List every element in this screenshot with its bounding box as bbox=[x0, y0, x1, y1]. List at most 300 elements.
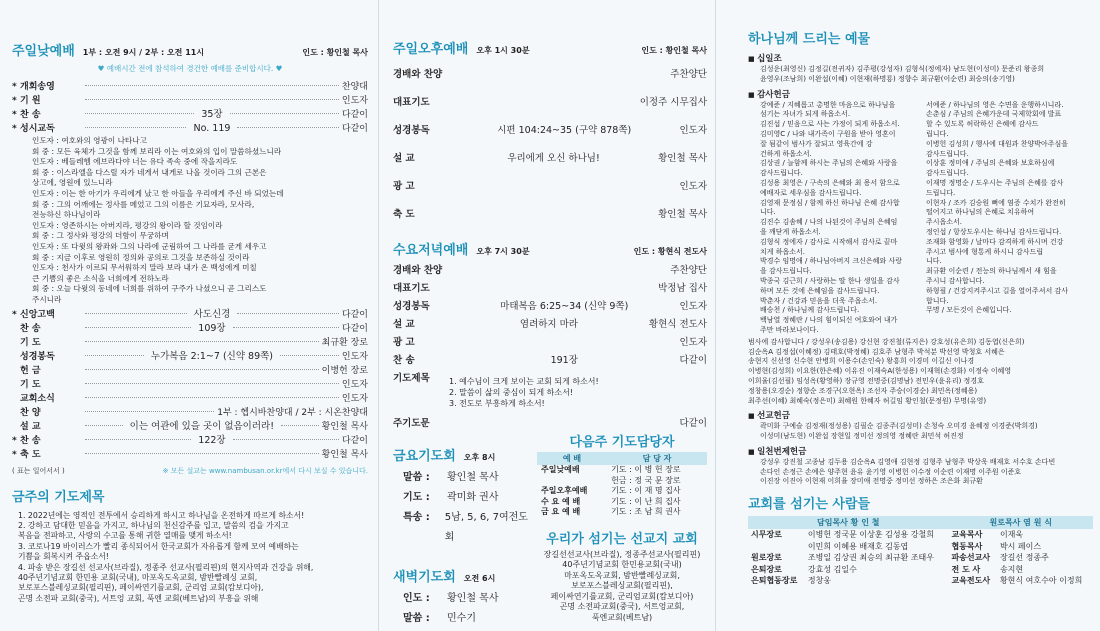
responsive-line: 상고에, 영원에 있느니라 bbox=[32, 178, 113, 188]
prayer-item: 복음을 전파하고, 사랑의 수고를 통해 귀한 열매를 맺게 하소서! bbox=[18, 531, 232, 541]
order-label: 축 도 bbox=[20, 449, 41, 460]
leader-dots bbox=[233, 439, 339, 440]
responsive-line: 인도자 : 이는 한 아기가 우리에게 났고 한 아들을 우리에게 주신 바 되었는데 bbox=[32, 188, 284, 198]
bottom-area bbox=[393, 435, 707, 629]
wed-prayer-item: 1. 예수님이 크게 보이는 교회 되게 하소서! bbox=[449, 377, 599, 386]
staff-names: 이재욱 bbox=[999, 530, 1024, 540]
mission-title: 우리가 섬기는 선교지 교회 bbox=[546, 531, 698, 547]
order-row bbox=[12, 406, 368, 420]
service-label: 설 교 bbox=[393, 319, 415, 330]
order-row bbox=[12, 308, 368, 322]
mission-offering-heading: ■ 선교헌금 bbox=[748, 409, 1092, 421]
service-row bbox=[393, 334, 707, 352]
mission-church: 장길선선교사(브라질), 정종주선교사(필리핀) bbox=[543, 549, 701, 559]
duty-row bbox=[537, 486, 707, 497]
responsive-line: 회 중 : 모든 육체가 그것을 함께 보리라 이는 여호와의 입이 말씀하셨느니라 bbox=[32, 146, 282, 156]
dawn-title: 새벽기도회 bbox=[393, 570, 456, 585]
service-label: 성경봉독 bbox=[393, 301, 430, 312]
responsive-line: 인도자 : 여호와의 영광이 나타나고 bbox=[32, 136, 147, 145]
thanks-line: 이병헌 김성희 / 행사에 대원과 찬양박아주심을 bbox=[926, 139, 1068, 148]
order-leader: 인도자 bbox=[341, 379, 368, 390]
service-label: 대표기도 bbox=[393, 97, 430, 108]
service-leader: 황인철 목사 bbox=[658, 153, 707, 164]
responsive-line: 회 중 : 지금 이후로 영원히 정의와 공의로 그것을 보존하실 것이라 bbox=[32, 252, 250, 262]
prayer-item: 3. 코로나19 바이러스가 빨리 종식되어서 한국교회가 자유롭게 함께 모여 예배하는 bbox=[18, 541, 299, 551]
prayer-list bbox=[12, 511, 368, 605]
thanks-right bbox=[926, 101, 1092, 336]
thanks-line: 박종국 김근희 / 사랑하는 딸 한나 생일을 감사 bbox=[760, 276, 900, 285]
sunday-pm-leader: 인도 : 황인철 목사 bbox=[641, 46, 707, 55]
leader-dots bbox=[85, 453, 319, 454]
staff-names: 정창웅 bbox=[807, 576, 832, 586]
order-content: 사도신경 bbox=[193, 308, 231, 320]
info-value: 곽미화 권사 bbox=[447, 492, 499, 503]
dawn-time: 오전 6시 bbox=[463, 574, 496, 583]
thanks-line: 조재화 함영화 / 날마다 감격하게 하시며 건강 bbox=[926, 237, 1064, 246]
order-content: 이는 여관에 있을 곳이 없음이러라! bbox=[129, 420, 275, 432]
prayer-item: 2. 강하고 담대한 믿음을 가지고, 하나님의 천신감주를 입고, 말씀의 검을 가지고 bbox=[18, 520, 289, 530]
order-row bbox=[12, 434, 368, 448]
order-row bbox=[12, 322, 368, 336]
tithe-list bbox=[748, 65, 1092, 85]
leader-dots bbox=[85, 439, 191, 440]
order-row bbox=[12, 392, 368, 406]
service-row bbox=[393, 298, 707, 316]
thanks-line: 배승천 / 하나님께 감사드립니다. bbox=[760, 306, 860, 315]
wed-prayer-item: 3. 전도로 부흥하게 하소서! bbox=[449, 399, 545, 408]
order-label: 교회소식 bbox=[20, 393, 55, 404]
sunday-order-2 bbox=[12, 308, 368, 462]
thanks-line: 을 감사드립니다. bbox=[760, 267, 812, 276]
order-label: 찬 송 bbox=[20, 435, 41, 446]
mission-church: 40주년기념교회 한민용교회(국내) bbox=[562, 560, 682, 569]
thanks-group-line: 정창용(오경순) 정향순 조경구(오현옥) 조선자 주승(이경순) 최민옥(정혜용) bbox=[748, 386, 978, 395]
order-label: 헌 금 bbox=[20, 365, 41, 376]
staff-role: 은퇴장로 bbox=[751, 564, 782, 574]
prayer-item: 기쁨을 회복시켜 주옵소서! bbox=[18, 552, 109, 562]
order-leader: 1부 : 헵시바찬양대 / 2부 : 시온찬양대 bbox=[217, 407, 368, 418]
leader-dots bbox=[281, 425, 319, 426]
thousand-line: 손다인 손정근 손예은 양주현 윤유 윤기영 이병헌 이수정 이순련 이재명 이주원 이준호 bbox=[760, 467, 1022, 476]
info-label: 인도 : bbox=[403, 593, 430, 604]
service-leader: 이정주 시무집사 bbox=[639, 97, 707, 108]
staff-role: 원로장로 bbox=[751, 553, 782, 563]
thanks-line: 이재명 정명순 / 도우시는 주님의 은혜를 감사 bbox=[926, 178, 1064, 187]
offering-title: 하나님께 드리는 예물 bbox=[748, 32, 871, 47]
thanks-line: 서예준 / 하나님의 영은 수면을 운행하시니라. bbox=[926, 100, 1064, 109]
sermon-url-note: ※ 모든 설교는 www.nambusan.or.kr에서 다시 보실 수 있습니다. bbox=[162, 466, 368, 475]
dawn-header bbox=[393, 566, 533, 585]
stand-note: ( 표는 일어서서 ) bbox=[12, 466, 65, 475]
staff-role: 교육전도사 bbox=[951, 576, 991, 586]
order-star: * bbox=[12, 110, 17, 120]
responsive-line: 인도자 : 또 다윗의 왕좌와 그의 나라에 군림하여 그 나라를 굳게 세우고 bbox=[32, 241, 267, 251]
wed-prayer-item: 2. 말씀이 삶의 중심이 되게 하소서! bbox=[449, 388, 574, 397]
thanks-line: 니다. bbox=[926, 257, 942, 266]
service-row bbox=[393, 280, 707, 298]
order-label: 신앙고백 bbox=[20, 309, 55, 320]
service-leader: 황인철 목사 bbox=[658, 209, 707, 220]
thanks-line: 니다. bbox=[760, 208, 776, 217]
mission-church: 곤명 소전파교회(중국), 서트엉교회, bbox=[559, 602, 685, 611]
thanks-left bbox=[760, 101, 926, 336]
service-content: 염려하지 마라 bbox=[519, 319, 578, 330]
prayer-item: 1. 2022년에는 영적인 전투에서 승리하게 하시고 하나님을 온전하게 따르게 하소서! bbox=[18, 510, 305, 520]
sunday-pm-order bbox=[393, 61, 707, 229]
thanks-line: 강예준 / 지혜롭고 총명한 마음으로 하나님을 bbox=[760, 100, 896, 109]
friday-header bbox=[393, 445, 533, 464]
sunday-header bbox=[12, 40, 368, 59]
thanks-line: 손춘심 / 주님의 은혜가운데 국제학회에 발표 bbox=[926, 110, 1062, 119]
thanks-group bbox=[748, 338, 1092, 407]
thanks-group-line: 이희율(김선필) 임성옥(황영하) 장규영 전명중(김명남) 전민우(윤유리) 정경호 bbox=[748, 376, 984, 385]
order-leader: 인도자 bbox=[341, 96, 368, 106]
staff-names: 박시 페이스 bbox=[999, 541, 1042, 551]
sunday-pm-time: 오후 1시 30분 bbox=[476, 46, 530, 55]
order-label: 성시교독 bbox=[20, 124, 55, 134]
order-star: * bbox=[12, 449, 17, 460]
order-star: * bbox=[12, 82, 17, 92]
order-leader: 다같이 bbox=[341, 124, 368, 134]
prayer-title: 금주의 기도제목 bbox=[12, 489, 105, 505]
mission-offering-list bbox=[748, 422, 1092, 442]
duty-service: 주일낮예배 bbox=[541, 465, 580, 474]
prayer-meetings bbox=[393, 445, 533, 629]
leader-dots bbox=[85, 411, 214, 412]
order-row bbox=[12, 364, 368, 378]
mission-church: 보로포스블레싱교회(필리핀), bbox=[571, 581, 673, 590]
thanks-line: 주시고 범사에 형통케 하시니 감사드립 bbox=[926, 247, 1044, 256]
service-row bbox=[393, 117, 707, 145]
thousand-line: 이진장 이진아 이현재 이희율 장미애 전명중 정미선 정하은 조은화 최규환 bbox=[760, 477, 983, 486]
responsive-line: 큰 기쁨의 좋은 소식을 너희에게 전하노라 bbox=[32, 273, 169, 283]
order-leader: 인도자 bbox=[341, 393, 368, 404]
order-leader: 황인철 목사 bbox=[321, 421, 368, 432]
order-star: * bbox=[12, 309, 17, 320]
service-leader: 인도자 bbox=[679, 337, 707, 348]
service-label: 광 고 bbox=[393, 337, 415, 348]
info-row bbox=[403, 468, 533, 488]
sunday-title: 주일낮예배 bbox=[12, 44, 75, 59]
thanks-line: 주시옵소서. bbox=[926, 218, 963, 227]
leader-dots bbox=[233, 327, 339, 328]
order-row bbox=[12, 336, 368, 350]
staff-role: 협동목사 bbox=[951, 541, 983, 551]
thanks-line: 최규환 이순련 / 전능의 하나님께서 새 힘을 bbox=[926, 267, 1057, 276]
staff-row bbox=[748, 552, 1093, 564]
info-label: 기도 : bbox=[403, 492, 430, 503]
order-row bbox=[12, 108, 368, 122]
info-label: 말씀 : bbox=[403, 613, 430, 624]
duty-title: 다음주 기도담당자 bbox=[569, 435, 675, 450]
order-content: 122장 bbox=[198, 434, 226, 446]
mission-church: 푹엔교회(베트남) bbox=[591, 612, 653, 622]
service-leader: 주찬양단 bbox=[670, 69, 707, 80]
duty-service bbox=[537, 476, 607, 487]
mission-offer-line: 곽미화 구예슬 김정재(정성용) 김필순 김종주(김성미) 손청숙 오미경 윤혜정 이경준(박희경) bbox=[760, 422, 1038, 431]
order-label: 찬 송 bbox=[20, 323, 41, 334]
leader-dots bbox=[85, 341, 319, 342]
leader-dots bbox=[85, 99, 339, 100]
order-row bbox=[12, 448, 368, 462]
order-label: 찬 양 bbox=[20, 407, 41, 418]
duty-person: 기도 : 이 난 희 집사 bbox=[611, 496, 681, 506]
wed-leader: 인도 : 황현식 전도사 bbox=[633, 247, 707, 256]
staff-names: 송지현 bbox=[999, 564, 1024, 574]
thanks-line: 잘 됨같이 범사가 잘되고 영육간에 강 bbox=[760, 139, 873, 148]
thanks-line: 김영재 문정심 / 함께 하신 하나님 은혜 감사합 bbox=[760, 198, 900, 207]
tithe-line: 윤영우(조남희) 이완섭(이혜) 이현재(하명룡) 정향수 최규환(이순련) 최승의(송기영) bbox=[760, 74, 1015, 83]
prayer-item: 곤명 소전파 교회(중국), 서트엉 교회, 푹엔 교회(베트남)의 부흥을 위해 bbox=[18, 593, 259, 603]
order-label: 기 원 bbox=[20, 96, 41, 106]
service-leader: 인도자 bbox=[679, 181, 707, 192]
thanks-line: 이현자 / 조카 김승원 뼈에 염증 수치가 완전히 bbox=[926, 198, 1066, 207]
leader-dots bbox=[85, 127, 186, 128]
duty-person: 헌금 : 정 국 문 장로 bbox=[611, 475, 681, 485]
order-leader: 최규환 장로 bbox=[321, 337, 368, 348]
service-leader: 주찬양단 bbox=[670, 265, 707, 276]
responsive-line: 인도자 : 영존하시는 아버지라, 평강의 왕이라 할 것임이라 bbox=[32, 220, 223, 230]
wed-time: 오후 7시 30분 bbox=[476, 247, 530, 256]
order-star: * bbox=[12, 124, 17, 134]
thanks-group-line: 범사에 감사합니다 / 강성우(송김용) 강신현 강진철(류지은) 강호성(유은희) 김동엽(신은희) bbox=[748, 337, 1025, 346]
duty-row bbox=[537, 497, 707, 508]
duty-header-service: 예 배 bbox=[537, 452, 607, 465]
staff-row bbox=[748, 529, 1093, 541]
info-value: 황인철 목사 bbox=[447, 593, 499, 604]
staff-role: 전 도 사 bbox=[951, 564, 981, 574]
column-offerings bbox=[715, 0, 1100, 631]
thanks-heading: ■ 감사헌금 bbox=[748, 88, 1092, 100]
service-leader: 박정남 집사 bbox=[658, 283, 707, 294]
thanks-line: 주시니 감사합니다. bbox=[926, 276, 985, 285]
wed-header bbox=[393, 239, 707, 258]
responsive-line: 주시니라 bbox=[32, 294, 62, 304]
duty-service: 금 요 예 배 bbox=[541, 507, 581, 516]
responsive-line: 인도자 : 베들레헴 에브라다야 너는 유다 족속 중에 작을지라도 bbox=[32, 157, 238, 167]
info-value: 황인철 목사 bbox=[447, 472, 499, 483]
duty-table bbox=[537, 452, 707, 518]
thanks-line: 감사드립니다. bbox=[760, 169, 803, 178]
service-label: 찬 송 bbox=[393, 355, 415, 366]
mission-offer-line: 이성미(남도현) 이완섭 장현일 정미선 정의영 정혜란 최민석 허진정 bbox=[760, 432, 964, 441]
order-leader: 다같이 bbox=[341, 435, 368, 446]
thousand-offering-list bbox=[748, 458, 1092, 487]
wed-title: 수요저녁예배 bbox=[393, 243, 469, 258]
service-content: 시편 104:24~35 (구약 878쪽) bbox=[497, 125, 632, 136]
service-label: 성경봉독 bbox=[393, 125, 430, 136]
info-row bbox=[403, 508, 533, 548]
order-label: 기 도 bbox=[20, 337, 41, 348]
responsive-line: 회 중 : 그의 어깨에는 정사를 메었고 그의 이름은 기묘자라, 모사라, bbox=[32, 199, 255, 209]
service-label: 경배와 찬양 bbox=[393, 265, 443, 276]
order-row bbox=[12, 420, 368, 434]
thanks-line: 건하게 하옵소서. bbox=[760, 149, 812, 158]
staff-names: 이병헌 정국문 이상훈 김성용 강철희 bbox=[807, 530, 934, 540]
service-row bbox=[393, 316, 707, 334]
thousand-offering-heading: ■ 일천번제헌금 bbox=[748, 445, 1092, 457]
service-label: 광 고 bbox=[393, 181, 415, 192]
responsive-line: 인도자 : 천사가 이르되 무서워하지 말라 보라 내가 온 백성에게 미칠 bbox=[32, 263, 257, 273]
service-label: 기도제목 bbox=[393, 373, 430, 384]
staff-row bbox=[748, 541, 1093, 553]
thanks-line: 을 깨닫게 하옵소서. bbox=[760, 227, 821, 236]
duty-header-person: 담 당 자 bbox=[607, 452, 707, 465]
leader-dots bbox=[237, 127, 338, 128]
leader-dots bbox=[85, 327, 191, 328]
thanks-offering bbox=[748, 101, 1092, 336]
staff-title: 교회를 섬기는 사람들 bbox=[748, 497, 871, 513]
leader-dots bbox=[280, 355, 339, 356]
leader-dots bbox=[85, 397, 339, 398]
staff-names: 강효성 김일수 bbox=[807, 564, 857, 574]
order-label: 개회송영 bbox=[20, 82, 55, 92]
thanks-line: 합니다. bbox=[926, 296, 949, 305]
responsive-reading bbox=[12, 136, 368, 306]
sunday-pm-title: 주일오후예배 bbox=[393, 42, 469, 57]
leader-dots bbox=[85, 369, 319, 370]
duty-service: 주일오후예배 bbox=[541, 486, 588, 495]
order-leader: 황인철 목사 bbox=[321, 449, 368, 460]
sunday-pm-header bbox=[393, 38, 707, 57]
info-row bbox=[403, 488, 533, 508]
responsive-line: 전능하신 하나님이라 bbox=[32, 210, 101, 220]
thanks-line: 김진수 김솜혜 / 나의 나된것이 주님의 은혜임 bbox=[760, 218, 898, 227]
order-star: * bbox=[12, 96, 17, 106]
thanks-line: 립니다. bbox=[926, 129, 949, 138]
service-label: 대표기도 bbox=[393, 283, 430, 294]
responsive-line: 회 중 : 이스라엘을 다스릴 자가 네게서 내게로 나올 것이라 그의 근본은 bbox=[32, 167, 267, 177]
thanks-line: 예배자로 세우심을 감사드립니다. bbox=[760, 188, 862, 197]
service-row bbox=[393, 262, 707, 280]
leader-dots bbox=[85, 313, 187, 314]
leader-dots bbox=[85, 355, 144, 356]
column-sunday-service bbox=[0, 0, 378, 631]
staff-row bbox=[748, 564, 1093, 576]
thanks-group-line: 최주선(이혜) 최혜숙(정은미) 최혜원 한혜자 허길임 황인철(문정원) 무명(유영) bbox=[748, 396, 987, 405]
leader-dots bbox=[85, 113, 194, 114]
info-value: 민수기 bbox=[447, 613, 476, 624]
info-value: 5남, 5, 6, 7여전도회 bbox=[444, 512, 528, 543]
thousand-line: 강성우 강진철 고종남 김두용 김순옥A 김영애 김현정 김형주 남형주 박상욱 배재호 서수호 손다빈 bbox=[760, 457, 1056, 466]
order-label: 찬 송 bbox=[20, 110, 41, 120]
thanks-group-line: 송현지 신선영 신수현 안병희 이용수(손인숙) 왕흥희 이경미 이길신 이나경 bbox=[748, 357, 975, 366]
order-content: No. 119 bbox=[193, 123, 231, 134]
sunday-notes bbox=[12, 466, 368, 476]
emeritus-pastor: 원로목사 염 원 식 bbox=[948, 516, 1093, 529]
friday-time: 오후 8시 bbox=[463, 453, 496, 462]
staff-role: 시무장로 bbox=[751, 530, 782, 540]
thanks-line: 할 수 있도록 허락하신 은혜에 감사드 bbox=[926, 120, 1039, 129]
order-label: 설 교 bbox=[20, 421, 41, 432]
sunday-order-1 bbox=[12, 80, 368, 136]
service-content: 191장 bbox=[550, 355, 578, 366]
thanks-line: 김미영C / 나와 내가족이 구원을 받아 영혼이 bbox=[760, 129, 896, 138]
duty-person: 기도 : 이 병 헌 장로 bbox=[611, 465, 681, 474]
service-row bbox=[393, 61, 707, 89]
tithe-heading: ■ 십일조 bbox=[748, 52, 1092, 64]
thanks-group-line: 이병현(김성희) 이요한(한은혜) 이유진 이재숙A(한성용) 이재혁(손경화) 이정숙 이혜영 bbox=[748, 367, 1012, 376]
thanks-line: 김성용 최영은 / 구속의 은혜와 최 용서 함으로 bbox=[760, 178, 900, 187]
thanks-line: 감사드립니다. bbox=[926, 169, 969, 178]
info-row bbox=[403, 609, 533, 629]
service-content: 우리에게 오신 하나님! bbox=[507, 153, 600, 164]
service-leader: 인도자 bbox=[679, 125, 707, 136]
sunday-time: 1부 : 오전 9시 / 2부 : 오전 11시 bbox=[82, 48, 205, 57]
thanks-line: 하며 모든 것에 은혜임을 감사드립니다. bbox=[760, 286, 880, 295]
order-leader: 이병헌 장로 bbox=[321, 365, 368, 376]
service-row bbox=[393, 352, 707, 370]
order-content: 누가복음 2:1~7 (신약 89쪽) bbox=[150, 350, 273, 362]
thanks-line: 하형필 / 건강지켜주시고 길을 열어주셔서 감사 bbox=[926, 286, 1068, 295]
service-row bbox=[393, 201, 707, 229]
prayer-item: 보로포스블레싱교회(필리핀), 페이싸연기를교회, 군리엄 교회(캄보디아), bbox=[18, 583, 264, 593]
service-leader: 황현식 전도사 bbox=[648, 319, 707, 330]
staff-table bbox=[748, 516, 1093, 587]
thanks-line: 이상훈 정미애 / 주님의 은혜와 보호하심에 bbox=[926, 159, 1055, 168]
service-leader: 인도자 bbox=[679, 301, 707, 312]
service-row bbox=[393, 145, 707, 173]
thanks-line: 정인섭 / 항상도우시는 하나님 감사드립니다. bbox=[926, 227, 1062, 236]
mission-list bbox=[537, 550, 707, 624]
service-label: 축 도 bbox=[393, 209, 415, 220]
staff-role: 파송선교사 bbox=[951, 553, 991, 563]
info-label: 특송 : bbox=[403, 512, 430, 523]
order-row bbox=[12, 94, 368, 108]
service-label: 경배와 찬양 bbox=[393, 69, 443, 80]
thanks-line: 치게 하옵소서. bbox=[760, 247, 806, 256]
order-leader: 다같이 bbox=[341, 323, 368, 334]
thanks-group-line: 김순옥A 김정섭(이혜정) 김태호(박정혜) 김호주 남형주 박석분 박선영 박청호 서혜은 bbox=[748, 347, 1005, 356]
leader-dots bbox=[85, 383, 339, 384]
staff-names: 이민희 이혜용 배재호 김동엽 bbox=[807, 541, 909, 551]
order-content: 109장 bbox=[198, 322, 226, 334]
order-label: 성경봉독 bbox=[20, 351, 55, 362]
staff-names: 장길선 정종주 bbox=[999, 553, 1049, 563]
staff-row bbox=[748, 575, 1093, 587]
duty-row bbox=[537, 507, 707, 518]
staff-role: 교육목사 bbox=[951, 530, 983, 540]
prayer-item: 4. 파송 받은 장길선 선교사(브라질), 정종주 선교사(필리핀)의 현지사역과 건강을 위해, bbox=[18, 562, 314, 572]
right-bottom bbox=[537, 431, 707, 629]
friday-info bbox=[393, 468, 533, 548]
duty-person: 기도 : 이 재 명 집사 bbox=[611, 486, 681, 495]
leader-dots bbox=[230, 113, 339, 114]
leader-dots bbox=[237, 313, 339, 314]
order-row bbox=[12, 378, 368, 392]
staff-role bbox=[748, 541, 805, 553]
service-content: 마태복음 6:25~34 (신약 9쪽) bbox=[500, 301, 629, 312]
wed-order bbox=[393, 262, 707, 388]
order-label: 기 도 bbox=[20, 379, 41, 390]
sunday-leader: 인도 : 황인철 목사 bbox=[302, 48, 368, 57]
wed-lords-prayer: 주기도문 다같이 bbox=[393, 418, 707, 429]
order-leader: 다같이 bbox=[341, 110, 369, 120]
thanks-line: 백남열 정혜란 / 나의 힘이되신 여호와여 내가 bbox=[760, 316, 898, 325]
thanks-line: 김상권 / 늘함께 하시는 주님의 은혜와 사랑을 bbox=[760, 159, 898, 168]
thanks-line: 감사드립니다. bbox=[926, 149, 969, 158]
column-other-services bbox=[378, 0, 715, 631]
senior-pastor: 담임목사 황 인 철 bbox=[748, 516, 948, 529]
thanks-line: 섬기는 자녀가 되게 하옵소서. bbox=[760, 110, 851, 119]
mission-church: 마포옥도옥교회, 밤반빨례싱교회, bbox=[564, 570, 680, 580]
prayer-item: 40주년기념교회 한민용 교회(국내), 마포옥도옥교회, 밤반빨례싱 교회, bbox=[18, 572, 258, 582]
order-row bbox=[12, 122, 368, 136]
thanks-line: 드립니다. bbox=[926, 188, 956, 197]
leader-dots bbox=[85, 85, 339, 86]
service-label: 설 교 bbox=[393, 153, 415, 164]
order-leader: 인도자 bbox=[341, 351, 368, 362]
